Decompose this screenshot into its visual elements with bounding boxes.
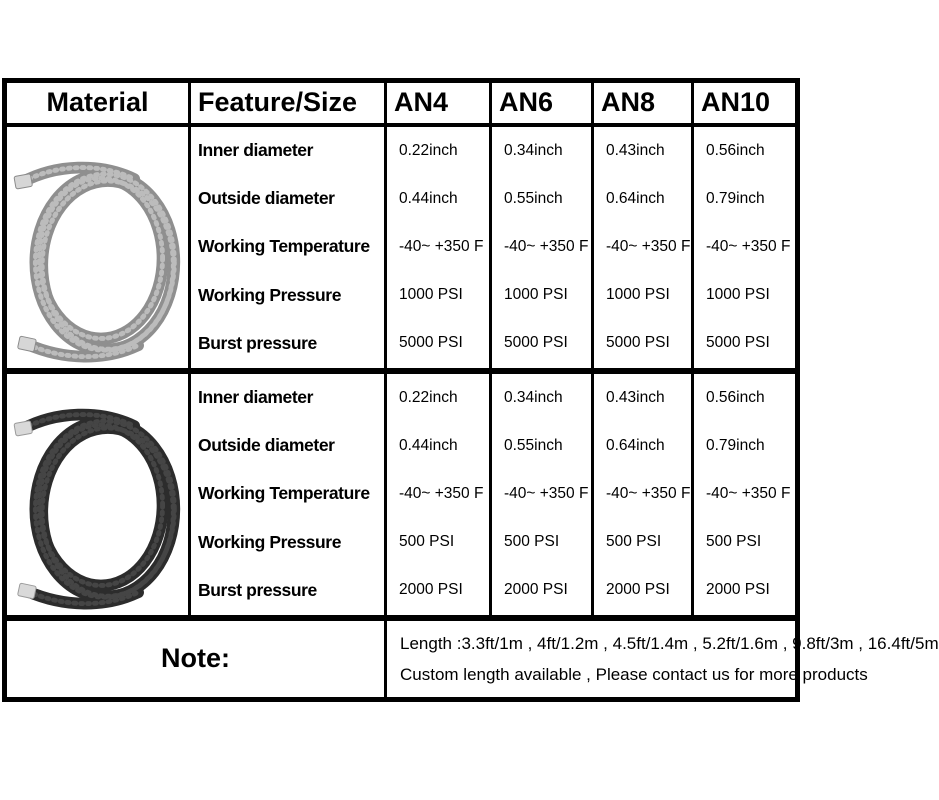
header-an6: AN6	[491, 81, 593, 125]
feature-label: Outside diameter	[198, 435, 335, 456]
feature-label: Outside diameter	[198, 188, 335, 209]
spec-value: 500 PSI	[504, 533, 560, 551]
an6-values-column	[491, 125, 593, 371]
feature-label: Inner diameter	[198, 140, 313, 161]
spec-value: 2000 PSI	[706, 581, 770, 599]
an10-values-column	[693, 125, 798, 371]
an4-values-column	[386, 371, 491, 618]
spec-value: 0.44inch	[399, 436, 458, 454]
spec-value: -40~ +350 F	[606, 484, 691, 502]
spec-value: 0.79inch	[706, 436, 765, 454]
spec-value: -40~ +350 F	[504, 484, 589, 502]
spec-value: 0.55inch	[504, 189, 563, 207]
material-image-cell	[5, 125, 190, 371]
spec-value: 500 PSI	[399, 533, 455, 551]
spec-value: 0.34inch	[504, 141, 563, 159]
spec-value: 0.56inch	[706, 388, 765, 406]
feature-labels-column	[190, 125, 386, 371]
spec-value: 1000 PSI	[706, 286, 770, 304]
spec-value: -40~ +350 F	[706, 484, 791, 502]
spec-value: 0.79inch	[706, 189, 765, 207]
spec-value: -40~ +350 F	[706, 237, 791, 255]
an8-values-column	[593, 125, 693, 371]
header-feature-size: Feature/Size	[190, 81, 386, 125]
spec-value: 0.55inch	[504, 436, 563, 454]
spec-block-silver-hose	[5, 125, 798, 371]
note-custom-length: Custom length available , Please contact us for more products	[400, 664, 868, 684]
spec-value: 500 PSI	[706, 533, 762, 551]
spec-value: 1000 PSI	[504, 286, 568, 304]
spec-value: 2000 PSI	[399, 581, 463, 599]
note-text-cell	[386, 618, 939, 700]
black-braided-hose-image	[7, 374, 188, 615]
spec-block-black-hose	[5, 371, 798, 618]
silver-braided-hose-image	[7, 127, 188, 368]
feature-label: Working Temperature	[198, 483, 370, 504]
feature-label: Burst pressure	[198, 579, 317, 600]
spec-value: -40~ +350 F	[606, 237, 691, 255]
note-row	[5, 618, 798, 700]
an8-values-column	[593, 371, 693, 618]
header-an8: AN8	[593, 81, 693, 125]
feature-label: Working Pressure	[198, 531, 342, 552]
spec-value: 0.43inch	[606, 388, 665, 406]
feature-label: Inner diameter	[198, 387, 313, 408]
spec-value: -40~ +350 F	[399, 237, 484, 255]
table-header-row	[5, 81, 798, 125]
feature-labels-column	[190, 371, 386, 618]
spec-value: 0.44inch	[399, 189, 458, 207]
material-image-cell	[5, 371, 190, 618]
spec-value: 0.43inch	[606, 141, 665, 159]
note-label: Note:	[5, 618, 386, 700]
spec-value: 5000 PSI	[706, 334, 770, 352]
spec-value: 0.22inch	[399, 388, 458, 406]
spec-value: 0.22inch	[399, 141, 458, 159]
note-length-options: Length :3.3ft/1m , 4ft/1.2m , 4.5ft/1.4m , 5.2ft/1.6m , 9.8ft/3m , 16.4ft/5m	[400, 633, 939, 653]
feature-label: Burst pressure	[198, 332, 317, 353]
spec-value: 2000 PSI	[504, 581, 568, 599]
spec-value: 0.64inch	[606, 189, 665, 207]
spec-value: -40~ +350 F	[399, 484, 484, 502]
an4-values-column	[386, 125, 491, 371]
an10-values-column	[693, 371, 798, 618]
an6-values-column	[491, 371, 593, 618]
spec-value: 2000 PSI	[606, 581, 670, 599]
spec-value: 5000 PSI	[399, 334, 463, 352]
hose-spec-table	[2, 78, 939, 702]
header-an10: AN10	[693, 81, 798, 125]
spec-value: 0.56inch	[706, 141, 765, 159]
spec-value: -40~ +350 F	[504, 237, 589, 255]
spec-value: 0.34inch	[504, 388, 563, 406]
spec-value: 0.64inch	[606, 436, 665, 454]
spec-value: 1000 PSI	[606, 286, 670, 304]
spec-value: 1000 PSI	[399, 286, 463, 304]
feature-label: Working Temperature	[198, 236, 370, 257]
spec-value: 500 PSI	[606, 533, 662, 551]
header-an4: AN4	[386, 81, 491, 125]
spec-value: 5000 PSI	[504, 334, 568, 352]
feature-label: Working Pressure	[198, 284, 342, 305]
spec-value: 5000 PSI	[606, 334, 670, 352]
header-material: Material	[5, 81, 190, 125]
